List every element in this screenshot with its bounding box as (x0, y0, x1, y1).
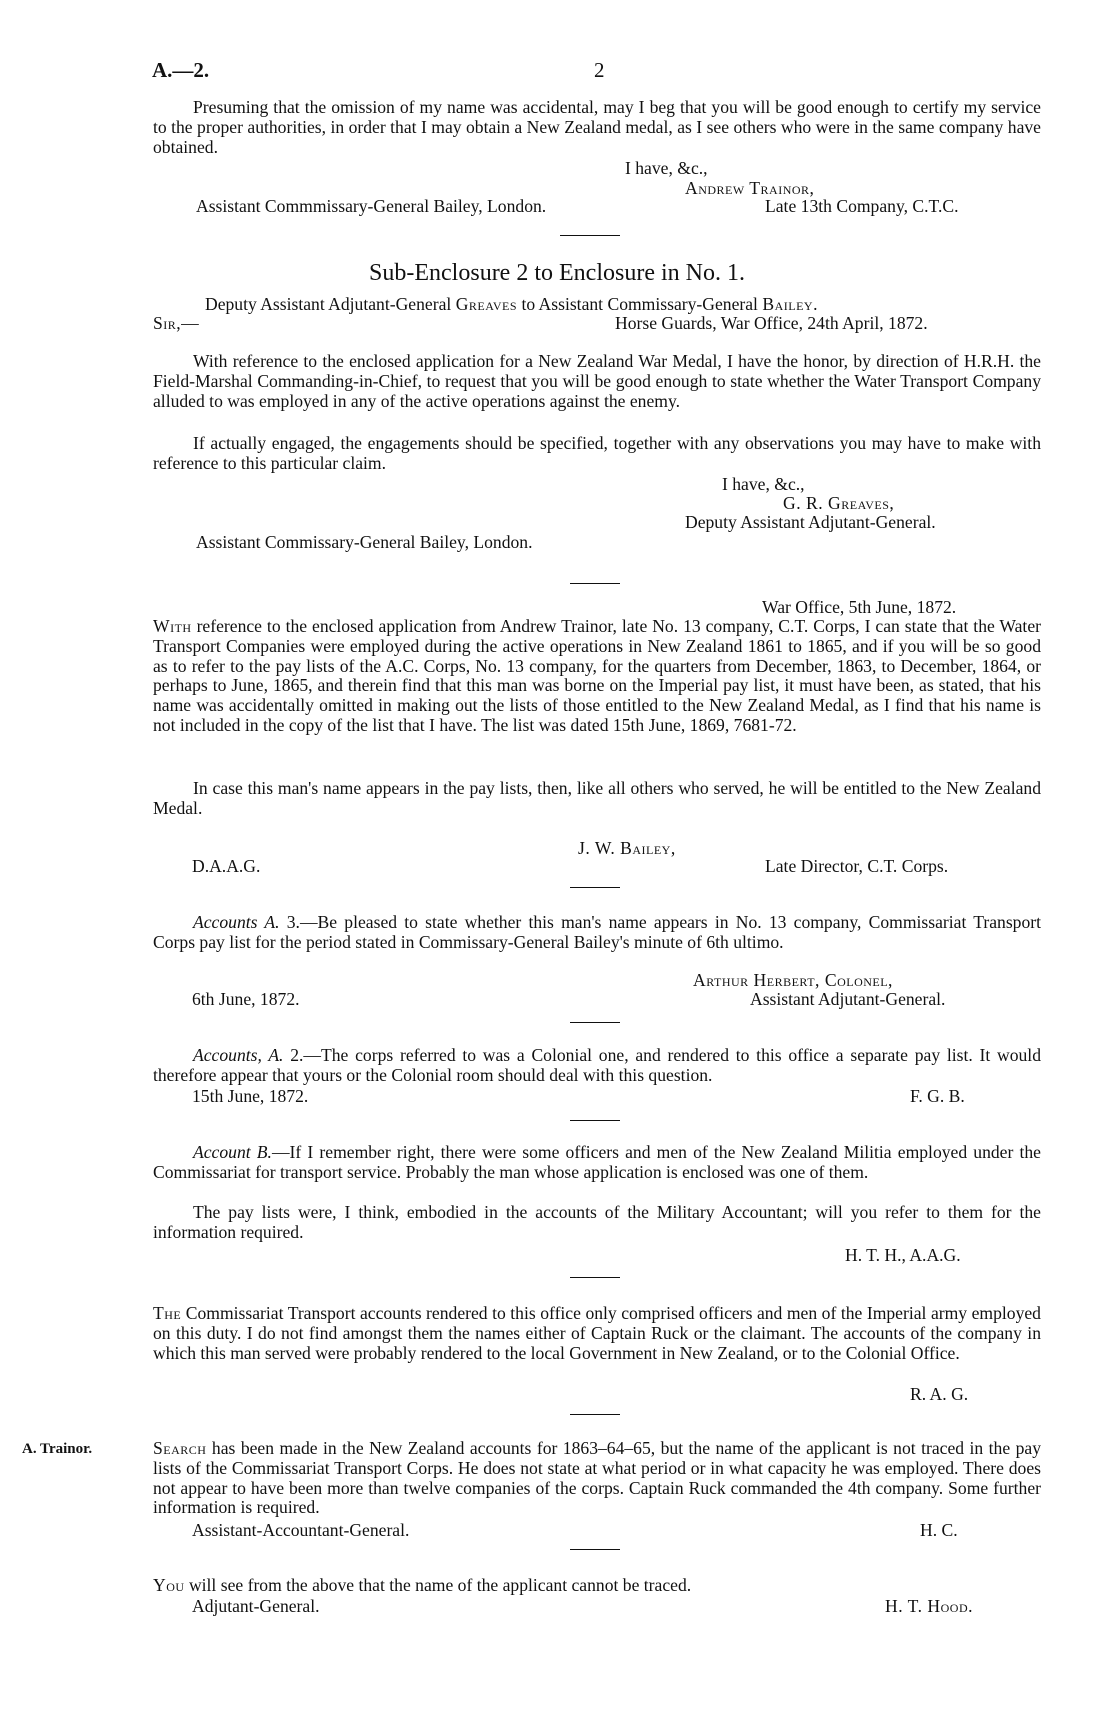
divider (570, 1022, 620, 1023)
letter1-addressee: Assistant Commmissary-General Bailey, London. (196, 196, 547, 216)
letter1-signer-title: Late 13th Company, C.T.C. (765, 196, 959, 216)
minute6-signer: H. C. (920, 1520, 958, 1540)
section-subtitle: Deputy Assistant Adjutant-General Greaves to Assistant Commissary-General Bailey. (205, 294, 818, 314)
minute2-date: 6th June, 1872. (192, 989, 300, 1009)
minute4-para1: Account B.—If I remember right, there were some officers and men of the New Zealand Militia employed under the Commissariat for transport service. Probably the man whose application is enclosed was one of them. (153, 1142, 1041, 1182)
minute7-signer: H. T. Hood. (885, 1596, 974, 1616)
section-title: Sub-Enclosure 2 to Enclosure in No. 1. (369, 260, 745, 286)
minute1-addressee: D.A.A.G. (192, 856, 261, 876)
minute6-addressee: Assistant-Accountant-General. (192, 1520, 410, 1540)
minute4-signer: H. T. H., A.A.G. (845, 1245, 961, 1265)
subenclosure-para2: If actually engaged, the engagements should be specified, together with any observations you may have to make with reference to this particular claim. (153, 433, 1041, 473)
letter1-signer: Andrew Trainor, (685, 178, 815, 198)
subenclosure-signer: G. R. Greaves, (783, 493, 895, 513)
minute6-body: Search has been made in the New Zealand accounts for 1863–64–65, but the name of the applicant is not traced in the pay lists of the Commissariat Transport Corps. He does not state at what period or in what capacity he was employed. There does not appear to have been more than twelve companies of the corps. Captain Ruck commanded the 4th company. Some further information is required. (153, 1438, 1041, 1518)
divider (570, 583, 620, 584)
margin-note: A. Trainor. (22, 1441, 93, 1457)
subenclosure-addressee: Assistant Commissary-General Bailey, London. (196, 532, 533, 552)
letter1-closing: I have, &c., (625, 158, 708, 178)
minute1-signer-title: Late Director, C.T. Corps. (765, 856, 949, 876)
minute1-date: War Office, 5th June, 1872. (762, 597, 957, 617)
page-number: 2 (594, 58, 605, 82)
divider (570, 1549, 620, 1550)
minute3-body: Accounts, A. 2.—The corps referred to was a Colonial one, and rendered to this office a separate pay list. It would therefore appear that yours or the Colonial room should deal with this question. (153, 1045, 1041, 1085)
divider (570, 1120, 620, 1121)
minute5-body: The Commissariat Transport accounts rendered to this office only comprised officers and men of the Imperial army employed on this duty. I do not find amongst them the names either of Captain Ruck or the claimant. The accounts of the company in which this man served were probably rendered to the local Government in New Zealand, or to the Colonial Office. (153, 1303, 1041, 1363)
minute4-para2: The pay lists were, I think, embodied in the accounts of the Military Accountant; will you refer to them for the information required. (153, 1202, 1041, 1242)
divider (570, 887, 620, 888)
minute2-body: Accounts A. 3.—Be pleased to state whether this man's name appears in No. 13 company, Commissariat Transport Corps pay list for the period stated in Commissary-General Bailey's minute of 6th ultimo. (153, 912, 1042, 952)
place-date: Horse Guards, War Office, 24th April, 1872. (615, 313, 928, 333)
salutation: Sir,— (153, 313, 200, 333)
minute1-para1: With reference to the enclosed application from Andrew Trainor, late No. 13 company, C.T. Corps, I can state that the Water Transport Companies were employed during the active operations in New Zealand 1861 to 1865, and if you will be so good as to refer to the pay lists of the A.C. Corps, No. 13 company, for the quarters from December, 1863, to December, 1864, or perhaps to June, 1865, and therein find that this man was borne on the Imperial pay list, it must have been, as stated, that his name was accidentally omitted in making out the lists of those entitled to the New Zealand Medal, as I find that his name is not included in the copy of the list that I have. The list was dated 15th June, 1869, 7681-72. (153, 616, 1041, 735)
minute1-signer: J. W. Bailey, (578, 838, 676, 858)
minute7-addressee: Adjutant-General. (192, 1596, 320, 1616)
subenclosure-closing: I have, &c., (722, 474, 805, 494)
minute7-body: You will see from the above that the name of the applicant cannot be traced. (153, 1575, 692, 1595)
divider (570, 1277, 620, 1278)
subenclosure-signer-title: Deputy Assistant Adjutant-General. (685, 512, 936, 532)
subenclosure-para1: With reference to the enclosed application for a New Zealand War Medal, I have the honor, by direction of H.R.H. the Field-Marshal Commanding-in-Chief, to request that you will be good enough to state whether the Water Transport Company alluded to was employed in any of the active operations against the enemy. (153, 351, 1041, 411)
document-reference: A.—2. (152, 58, 210, 82)
minute3-date: 15th June, 1872. (192, 1086, 309, 1106)
divider (560, 235, 620, 236)
minute3-signer: F. G. B. (910, 1086, 965, 1106)
letter1-body: Presuming that the omission of my name was accidental, may I beg that you will be good enough to certify my service to the proper authorities, in order that I may obtain a New Zealand medal, as I see others who were in the same company have obtained. (153, 97, 1041, 157)
divider (570, 1414, 620, 1415)
minute2-signer: Arthur Herbert, Colonel, (693, 970, 893, 990)
minute1-para2: In case this man's name appears in the pay lists, then, like all others who served, he will be entitled to the New Zealand Medal. (153, 778, 1041, 818)
minute5-signer: R. A. G. (910, 1384, 969, 1404)
minute2-signer-title: Assistant Adjutant-General. (750, 989, 946, 1009)
